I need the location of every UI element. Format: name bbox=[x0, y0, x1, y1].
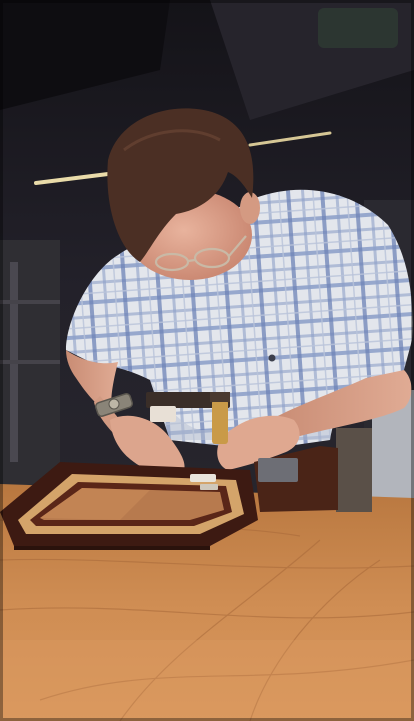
frame-corner-tool bbox=[190, 474, 216, 482]
picture-frame-shadow bbox=[14, 546, 210, 550]
shirt-button bbox=[269, 355, 276, 362]
shelf-board bbox=[0, 360, 60, 364]
shelf-board bbox=[0, 300, 60, 304]
machine-clamp-top bbox=[210, 392, 230, 402]
table-highlight bbox=[0, 640, 414, 721]
machine-label bbox=[150, 406, 176, 422]
green-light-glare bbox=[318, 8, 398, 48]
machine-brass-clamp bbox=[212, 400, 228, 444]
frame-staple-clip bbox=[200, 484, 218, 490]
background-shelf bbox=[0, 240, 60, 490]
machine-plate bbox=[258, 458, 298, 482]
ear bbox=[240, 192, 260, 224]
trousers bbox=[336, 428, 372, 512]
watch-face bbox=[109, 399, 119, 409]
